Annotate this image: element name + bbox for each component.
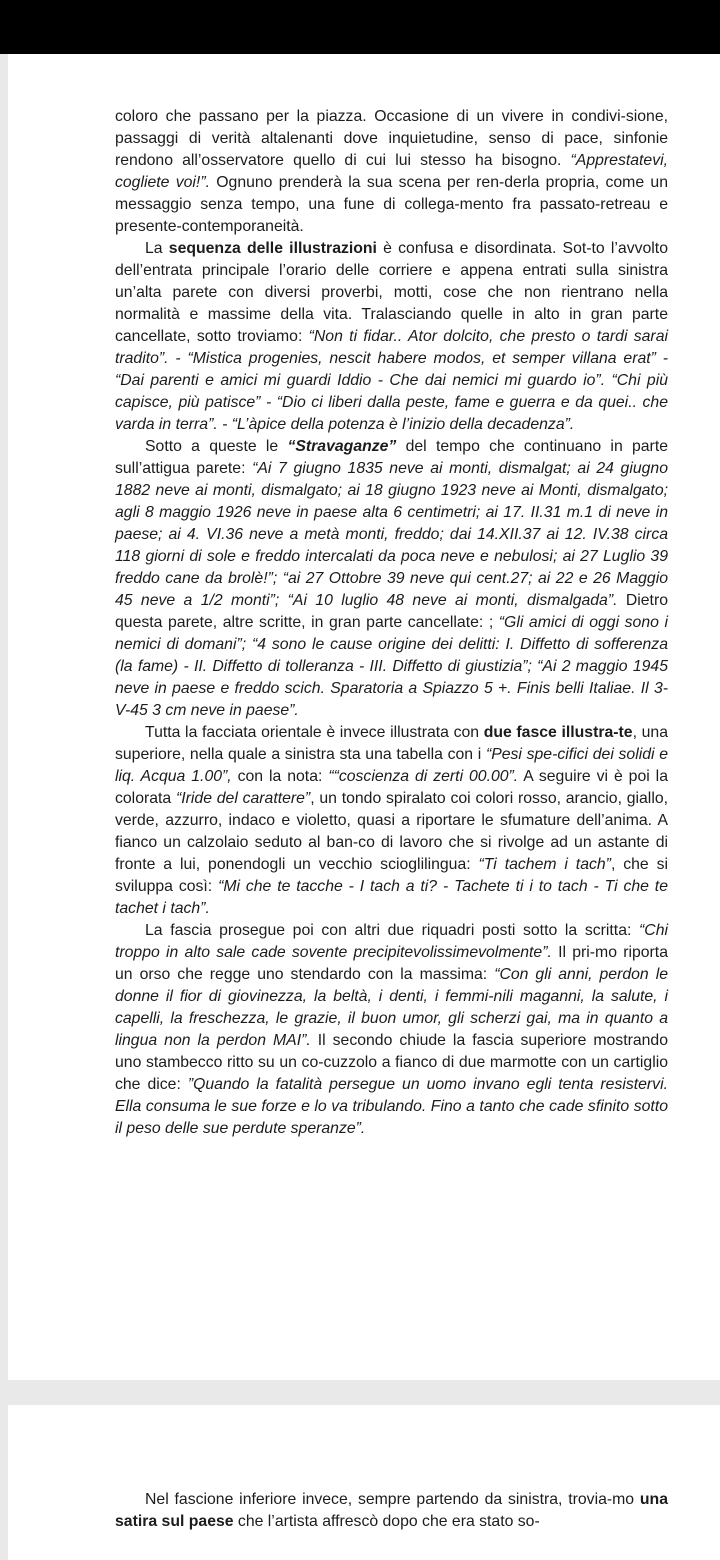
paragraph: La fascia prosegue poi con altri due riquadri posti sotto la scritta: “Chi troppo in alto sale cade sovente precipitevolissimevolmente”. Il pri-mo riporta un orso che regge uno stendardo con la massima: “Con gli anni, perdon le donne il fior di giovinezza, la beltà, i denti, i femmi-nili maganni, la salute, i capelli, la freschezza, le grazie, il buon umor, gli scherzi gai, ma in quanto a lingua non la perdon MAI”. Il secondo chiude la fascia superiore mostrando uno stambecco ritto su un co-cuzzolo a fianco di due marmotte con un cartiglio che dice: ”Quando la fatalità persegue un uomo invano egli tenta resistervi. Ella consuma le sue forze e lo va tribulando. Fino a tanto che cade sfinito sotto il peso delle sue perdute speranze”. [115,922,668,1137]
bold-phrase: due fasce illustra-te [483,724,633,741]
bold-phrase: una satira sul paese [115,1491,668,1530]
document-page[interactable] [8,54,720,1380]
viewer-top-bar [0,0,720,54]
bold-phrase: sequenza delle illustrazioni [168,240,377,257]
paragraph: coloro che passano per la piazza. Occasione di un vivere in condivi-sione, passaggi di verità altalenanti dove inquietudine, senso di pace, sinfonie rendono all’osservatore quello di cui lui stesso ha bisogno. “Apprestatevi, cogliete voi!”. Ognuno prenderà la sua scena per ren-derla propria, come un messaggio senza tempo, una fune di collega-mento fra passato-retreau e presente-contemporaneità. [115,108,668,235]
paragraph: Sotto a queste le “Stravaganze” del tempo che continuano in parte sull’attigua parete: “Ai 7 giugno 1835 neve ai monti, dismalgat; ai 24 giugno 1882 neve ai monti, dismalgato; ai 18 giugno 1923 neve ai Monti, dismalgato; agli 8 maggio 1926 neve in paese alta 6 centimetri; ai 17. II.31 m.1 di neve in paese; ai 4. VI.36 neve a metà monti, freddo; dai 14.XII.37 ai 12. IV.38 circa 118 giorni di sole e freddo intercalati da poca neve e nebulosi; ai 27 Luglio 39 freddo cane da brolè!”; “ai 27 Ottobre 39 neve qui cent.27; ai 22 e 26 Maggio 45 neve a 1/2 monti”; “Ai 10 luglio 48 neve ai monti, dismalgada”. Dietro questa parete, altre scritte, in gran parte cancellate: ; “Gli amici di oggi sono i nemici di domani”; “4 sono le cause origine dei delitti: I. Diffetto di sofferenza (la fame) - II. Diffetto di tolleranza - III. Diffetto di giustizia”; “Ai 2 maggio 1945 neve in paese e freddo scich. Sparatoria a Spiazzo 5 +. Finis belli Italiae. Il 3-V-45 3 cm neve in paese”. [115,438,668,719]
bold-italic-phrase: “Stravaganze” [287,438,397,455]
page-text [115,106,668,1140]
page-text [115,1489,668,1533]
paragraph: La sequenza delle illustrazioni è confusa e disordinata. Sot-to l’avvolto dell’entrata principale l’orario delle corriere e appena entrati sulla sinistra un’alta parete con diversi proverbi, motti, cose che non rientrano nella normalità e massime della vita. Tralasciando quelle in alto in gran parte cancellate, sotto troviamo: “Non ti fidar.. Ator dolcito, che presto o tardi sarai tradito”. - “Mistica progenies, nescit habere modos, et semper villana erat” - “Dai parenti e amici mi guardi Iddio - Che dai nemici mi guardo io”. “Chi più capisce, più patisce” - “Dio ci liberi dalla peste, fame e guerra e da quei.. che varda in terra”. - “L’àpice della potenza è l’inizio della decadenza”. [115,240,668,433]
paragraph: Nel fascione inferiore invece, sempre partendo da sinistra, trovia-mo una satira sul paese che l’artista affrescò dopo che era stato so- [115,1491,668,1530]
paragraph: Tutta la facciata orientale è invece illustrata con due fasce illustra-te, una superiore, nella quale a sinistra sta una tabella con i “Pesi spe-cifici dei solidi e liq. Acqua 1.00”, con la nota: ““coscienza di zerti 00.00”. A seguire vi è poi la colorata “Iride del carattere”, un tondo spiralato coi colori rosso, arancio, giallo, verde, azzurro, indaco e violetto, quasi a riportare le sfumature dell’anima. A fianco un calzolaio seduto al ban-co di lavoro che si rivolge ad un astante di fronte a lui, ponendogli un vecchio scioglilingua: “Ti tachem i tach”, che si sviluppa così: “Mi che te tacche - I tach a ti? - Tachete ti i to tach - Ti che te tachet i tach”. [115,724,669,917]
document-page[interactable] [8,1405,720,1560]
